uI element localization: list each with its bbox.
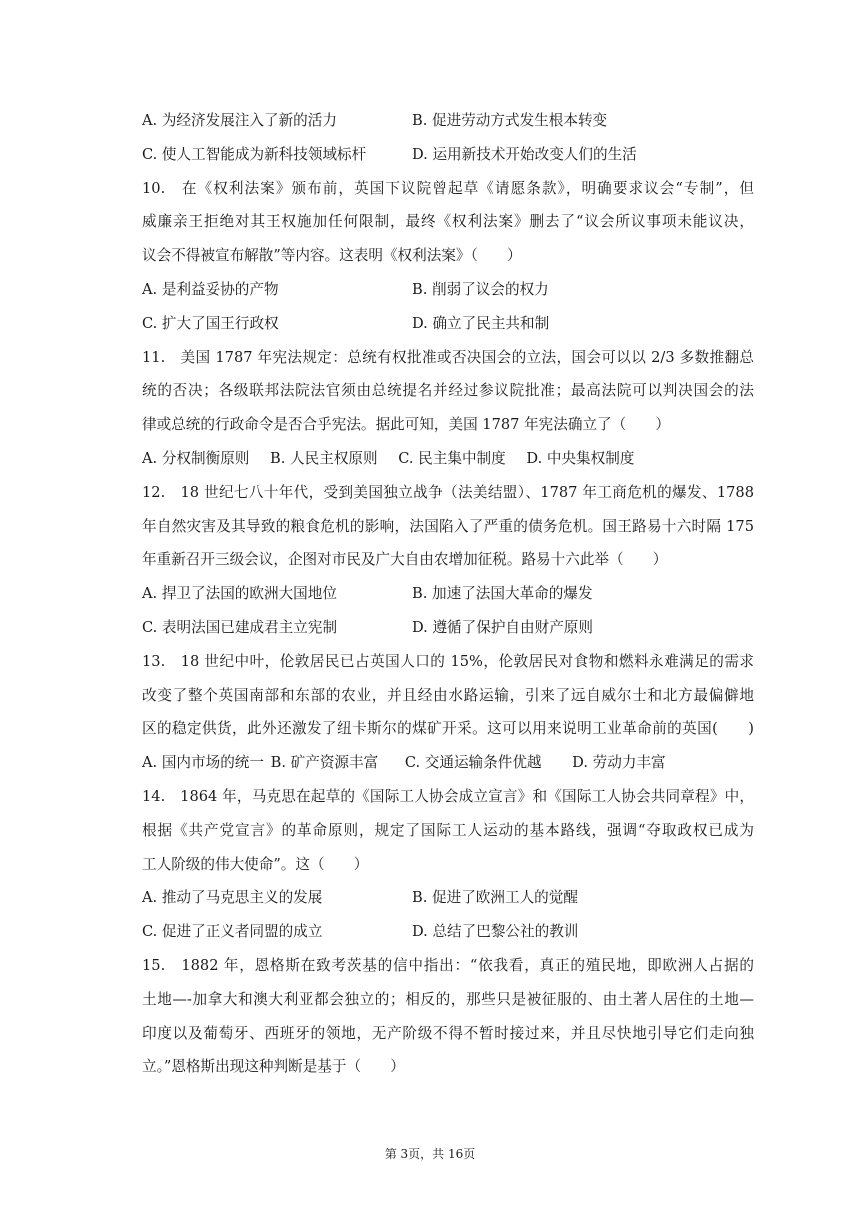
option-c: C. 促进了正义者同盟的成立: [142, 923, 323, 941]
question-12-line-1: 12. 18 世纪七八十年代，受到美国独立战争（法美结盟）、1787 年工商危机的爆发、1788: [142, 483, 754, 501]
option-b: B. 人民主权原则: [270, 449, 378, 467]
option-a: A. 是利益妥协的产物: [142, 280, 279, 298]
question-10: [142, 172, 754, 341]
option-c: C. 使人工智能成为新科技领域标杆: [142, 145, 367, 163]
option-d: D. 劳动力丰富: [572, 754, 666, 772]
option-b: B. 削弱了议会的权力: [412, 280, 549, 298]
question-13-line-2: 改变了整个英国南部和东部的农业，并且经由水路运输，引来了远自威尔士和北方最偏僻地: [142, 686, 754, 704]
question-11-line-3: 律或总统的行政命令是否合乎宪法。据此可知，美国 1787 年宪法确立了（ ）: [142, 416, 671, 434]
option-a: A. 捍卫了法国的欧洲大国地位: [142, 585, 337, 603]
question-13-line-3: 区的稳定供货，此外还激发了纽卡斯尔的煤矿开采。这可以用来说明工业革命前的英国( ): [142, 720, 754, 738]
options-previous-question-row2: [142, 138, 754, 172]
question-15-line-2: 土地—-加拿大和澳大利亚都会独立的；相反的，那些只是被征服的、由土著人居住的土地—: [142, 990, 754, 1008]
question-15-line-3: 印度以及葡萄牙、西班牙的领地，无产阶级不得不暂时接过来，并且尽快地引导它们走向独: [142, 1024, 754, 1042]
question-12: [142, 476, 754, 645]
question-10-line-3: 议会不得被宣布解散”等内容。这表明《权利法案》（ ）: [142, 247, 522, 265]
question-14-options-row2: [142, 915, 754, 949]
question-14: [142, 780, 754, 949]
option-a: A. 为经济发展注入了新的活力: [142, 112, 337, 129]
option-c: C. 交通运输条件优越: [404, 754, 542, 772]
question-11: [142, 341, 754, 476]
question-14-line-1: 14. 1864 年，马克思在起草的《国际工人协会成立宣言》和《国际工人协会共同章程》中，: [142, 787, 754, 805]
option-b: B. 促进了欧洲工人的觉醒: [412, 889, 578, 907]
option-b: B. 矿产资源丰富: [270, 754, 379, 772]
page-content: [142, 104, 754, 1084]
option-a: A. 推动了马克思主义的发展: [142, 889, 323, 907]
option-d: D. 遵循了保护自由财产原则: [412, 618, 593, 636]
option-c: C. 扩大了国王行政权: [142, 314, 279, 332]
question-10-line-1: 10. 在《权利法案》颁布前，英国下议院曾起草《请愿条款》，明确要求议会“专制”，但: [142, 179, 754, 197]
question-15: [142, 949, 754, 1084]
option-a: A. 分权制衡原则: [142, 449, 250, 467]
option-b: B. 促进劳动方式发生根本转变: [412, 112, 608, 129]
option-c: C. 表明法国已建成君主立宪制: [142, 618, 338, 636]
question-12-options-row2: [142, 611, 754, 645]
options-previous-question-row1: [142, 104, 754, 138]
question-11-line-1: 11. 美国 1787 年宪法规定：总统有权批准或否决国会的立法，国会可以以 2/3 多数推翻总: [142, 348, 754, 366]
question-15-line-4: 立。”恩格斯出现这种判断是基于（ ）: [142, 1058, 405, 1076]
question-15-line-1: 15. 1882 年，恩格斯在致考茨基的信中指出：“依我看，真正的殖民地，即欧洲人占据的: [142, 956, 754, 974]
option-d: D. 总结了巴黎公社的教训: [412, 923, 579, 941]
question-11-options-row: [142, 442, 754, 476]
option-d: D. 运用新技术开始改变人们的生活: [412, 145, 637, 163]
option-b: B. 加速了法国大革命的爆发: [412, 585, 593, 603]
question-14-options-row1: [142, 881, 754, 915]
question-10-options-row1: [142, 273, 754, 307]
question-14-line-3: 工人阶级的伟大使命”。这（ ）: [142, 855, 369, 873]
page-footer: 第 3页，共 16页: [384, 1147, 476, 1161]
question-12-line-2: 年自然灾害及其导致的粮食危机的影响，法国陷入了严重的债务危机。国王路易十六时隔 175: [142, 517, 754, 535]
question-12-line-3: 年重新召开三级会议，企图对市民及广大自由农增加征税。路易十六此举（ ）: [142, 551, 668, 569]
option-d: D. 确立了民主共和制: [412, 314, 550, 332]
option-c: C. 民主集中制度: [398, 449, 506, 467]
question-11-line-2: 统的否决；各级联邦法院法官须由总统提名并经过参议院批准；最高法院可以判决国会的法: [142, 382, 754, 400]
question-10-options-row2: [142, 307, 754, 341]
question-14-line-2: 根据《共产党宣言》的革命原则，规定了国际工人运动的基本路线，强调“夺取政权已成为: [142, 821, 754, 839]
question-10-line-2: 威廉亲王拒绝对其王权施加任何限制，最终《权利法案》删去了“议会所议事项未能议决，: [142, 213, 754, 231]
question-13-line-1: 13. 18 世纪中叶，伦敦居民已占英国人口的 15%，伦敦居民对食物和燃料永难满足的需求: [142, 652, 754, 670]
question-13: [142, 645, 754, 780]
question-12-options-row1: [142, 577, 754, 611]
option-a: A. 国内市场的统一: [142, 754, 264, 772]
option-d: D. 中央集权制度: [526, 449, 635, 467]
question-13-options-row: [142, 746, 754, 780]
